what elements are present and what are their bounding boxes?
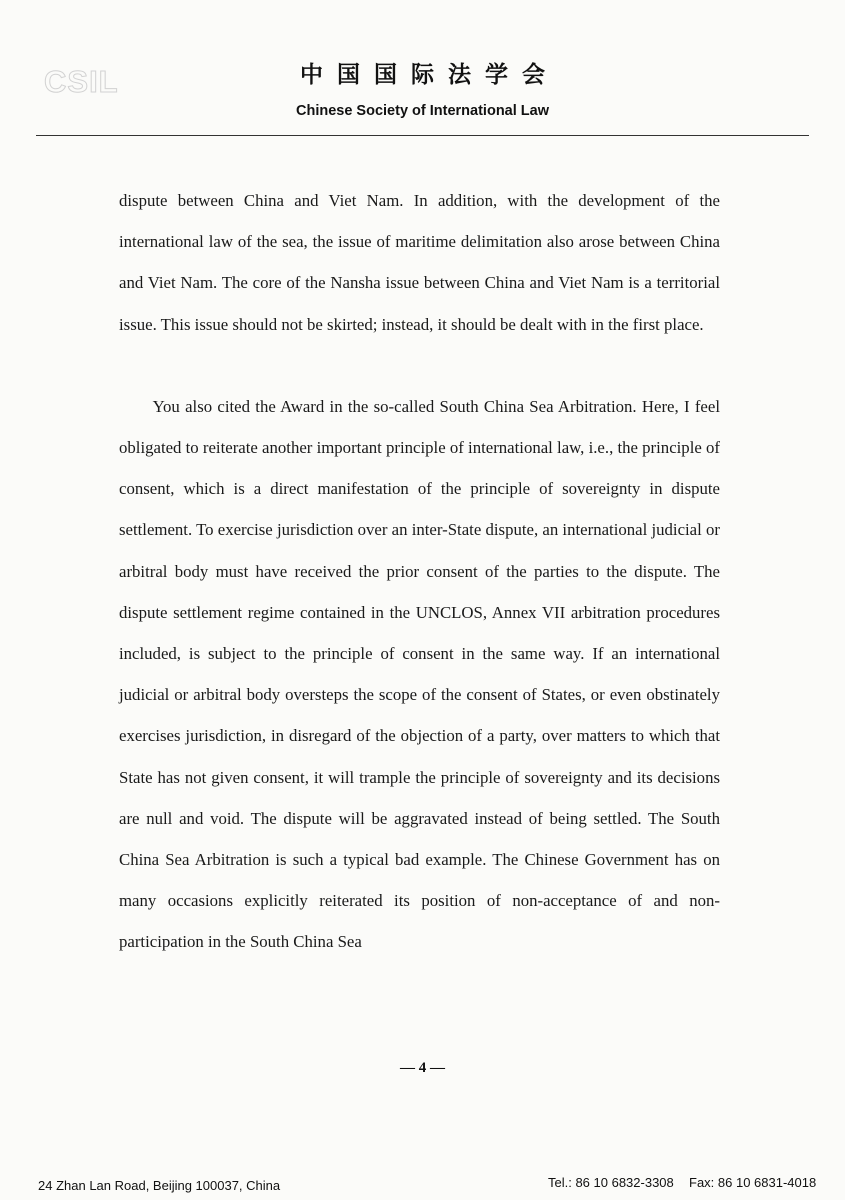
header-title-chinese: 中国国际法学会	[300, 61, 559, 88]
header-title-english: Chinese Society of International Law	[296, 103, 549, 119]
footer-telephone: Tel.: 86 10 6832-3308	[548, 1175, 674, 1190]
letter-body	[119, 180, 720, 963]
csil-logo: CSIL	[44, 64, 119, 99]
footer-fax: Fax: 86 10 6831-4018	[689, 1175, 817, 1190]
body-paragraph: dispute between China and Viet Nam. In addition, with the development of the international law of the sea, the issue of maritime delimitation also arose between China and Viet Nam. The core of the Nansha issue between China and Viet Nam is a territorial issue. This issue should not be skirted; instead, it should be dealt with in the first place.	[119, 191, 720, 334]
body-paragraph: You also cited the Award in the so-called South China Sea Arbitration. Here, I feel obligated to reiterate another important principle of international law, i.e., the principle of consent, which is a direct manifestation of the principle of sovereignty in dispute settlement. To exercise jurisdiction over an inter-State dispute, an international judicial or arbitral body must have received the prior consent of the parties to the dispute. The dispute settlement regime contained in the UNCLOS, Annex VII arbitration procedures included, is subject to the principle of consent in the same way. If an international judicial or arbitral body oversteps the scope of the consent of States, or even obstinately exercises jurisdiction, in disregard of the objection of a party, over matters to which that State has not given consent, it will trample the principle of sovereignty and its decisions are null and void. The dispute will be aggravated instead of being settled. The South China Sea Arbitration is such a typical bad example. The Chinese Government has on many occasions explicitly reiterated its position of non-acceptance of and non-participation in the South China Sea	[119, 396, 720, 952]
header-divider	[36, 135, 809, 136]
footer-address: 24 Zhan Lan Road, Beijing 100037, China	[38, 1178, 281, 1193]
page-number: — 4 —	[400, 1060, 445, 1076]
